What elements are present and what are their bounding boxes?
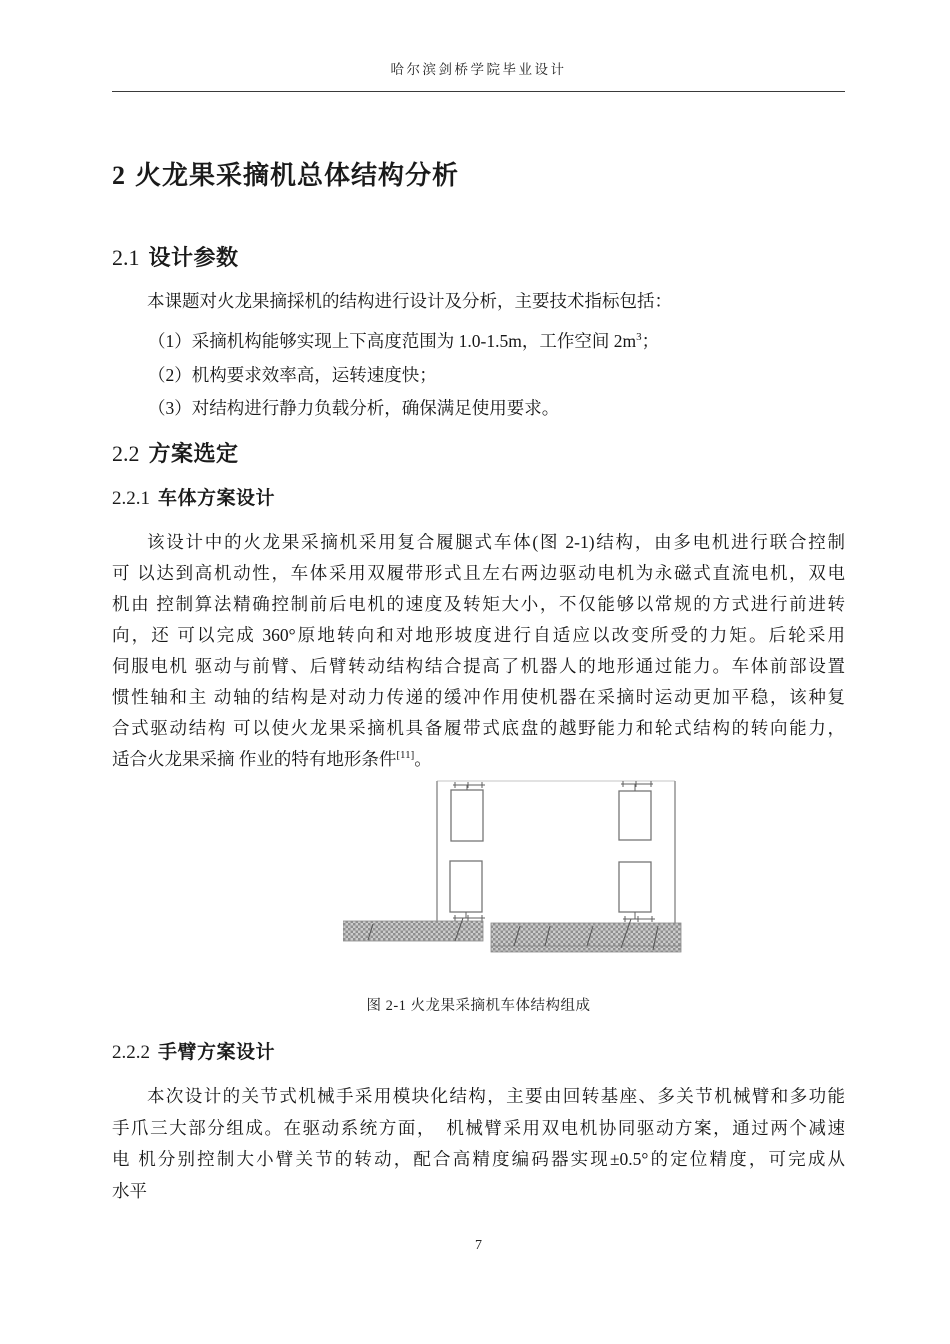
chapter-number: 2 <box>112 161 125 190</box>
figure-2-1 <box>343 778 683 954</box>
paragraph-line: 合式驱动结构 可以使火龙果采摘机具备履带式底盘的越野能力和轮式结构的转向能力， <box>112 718 845 738</box>
paragraph-line: 伺服电机 驱动与前臂、后臂转动结构结合提高了机器人的地形通过能力。车体前部设置 <box>112 656 845 676</box>
intro-text: 本课题对火龙果摘採机的结构进行设计及分析，主要技术指标包括： <box>147 291 672 311</box>
spec-item-1 <box>112 325 845 359</box>
spec-list <box>112 325 845 426</box>
paragraph-line: 电 机分别控制大小臂关节的转动，配合高精度编码器实现±0.5°的定位精度，可完成从 <box>112 1149 845 1169</box>
citation-superscript: [11] <box>396 749 415 762</box>
figure-caption-text: 图 2-1 火龙果采摘机车体结构组成 <box>366 998 591 1014</box>
page-number-text: 7 <box>475 1238 482 1253</box>
spec-item-1-text: （1）采摘机构能够实现上下高度范围为 1.0-1.5m，工作空间 2m <box>148 331 637 351</box>
body-paragraph-1 <box>112 527 845 775</box>
section-title: 方案选定 <box>148 441 239 466</box>
spec-item-2: （2）机构要求效率高，运转速度快； <box>148 364 437 385</box>
figure-caption <box>112 994 845 1015</box>
section-title: 手臂方案设计 <box>158 1042 276 1063</box>
page-number <box>112 1238 845 1254</box>
spec-item-1-superscript: 3 <box>636 331 642 344</box>
vehicle-structure-drawing <box>343 778 683 954</box>
spec-item-1-end: ； <box>641 331 660 351</box>
chapter-title <box>112 158 845 193</box>
section-number: 2.2 <box>112 441 140 466</box>
running-header <box>112 60 845 92</box>
section-heading-2-2-1 <box>112 486 845 511</box>
section-title: 车体方案设计 <box>158 488 276 509</box>
intro-paragraph <box>112 290 845 312</box>
paragraph-line: 惯性轴和主 动轴的结构是对动力传递的缓冲作用使机器在采摘时运动更加平稳，该种复 <box>112 687 845 707</box>
section-heading-2-2 <box>112 440 845 468</box>
paragraph-line: 本次设计的关节式机械手采用模块化结构，主要由回转基座、多关节机械臂和多功能 <box>147 1086 845 1106</box>
section-number: 2.2.1 <box>112 488 150 509</box>
body-paragraph-2 <box>112 1081 845 1207</box>
paragraph-line: 机由 控制算法精确控制前后电机的速度及转矩大小，不仅能够以常规的方式进行前进转 <box>112 594 845 614</box>
section-heading-2-1 <box>112 244 845 272</box>
paragraph-line: 手爪三大部分组成。在驱动系统方面， 机械臂采用双电机协同驱动方案，通过两个减速 <box>112 1117 845 1138</box>
chapter-title-text: 火龙果采摘机总体结构分析 <box>135 160 460 190</box>
section-title: 设计参数 <box>148 245 239 270</box>
paragraph-line: 向，还 可以完成 360°原地转向和对地形坡度进行自适应以改变所受的力矩。后轮采用 <box>112 625 845 645</box>
section-number: 2.1 <box>112 245 140 270</box>
spec-item-3: （3）对结构进行静力负载分析，确保满足使用要求。 <box>148 398 560 418</box>
paragraph-line: 该设计中的火龙果采摘机采用复合履腿式车体(图 2-1)结构，由多电机进行联合控制 <box>147 532 845 552</box>
paragraph-line-end: 。 <box>414 749 432 769</box>
section-heading-2-2-2 <box>112 1040 845 1065</box>
paragraph-line: 可 以达到高机动性，车体采用双履带形式且左右两边驱动电机为永磁式直流电机，双电 <box>112 563 845 583</box>
paragraph-line-text: 适合火龙果采摘 作业的特有地形条件 <box>112 749 397 769</box>
running-header-text: 哈尔滨剑桥学院毕业设计 <box>390 62 567 77</box>
section-number: 2.2.2 <box>112 1042 150 1063</box>
paragraph-line <box>112 744 845 775</box>
paragraph-line: 水平 <box>112 1180 147 1201</box>
